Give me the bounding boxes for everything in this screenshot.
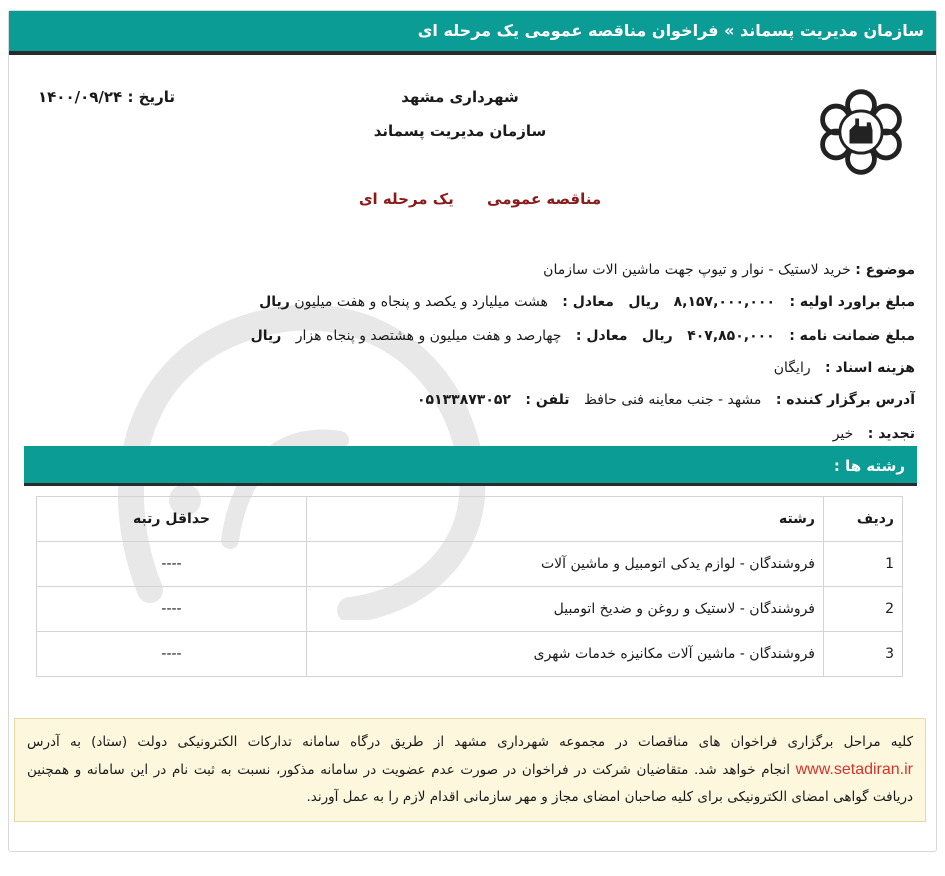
table-header-row [37,497,903,542]
estimate-words-unit: ریال [259,294,290,310]
renewal-value: خیر [832,426,854,442]
subject-label: موضوع : [855,262,915,278]
doc-cost-value: رایگان [773,360,811,376]
guarantee-label: مبلغ ضمانت نامه : [789,328,915,344]
row-number: 3 [824,632,903,677]
estimate-line [259,294,915,310]
org-name: شهرداری مشهد [401,88,519,106]
row-field: فروشندگان - لاستیک و روغن و ضدیخ اتومبیل [307,587,824,632]
fields-section-title: رشته ها : [24,446,917,486]
estimate-unit: ریال [628,294,660,310]
row-number: 2 [824,587,903,632]
guarantee-value: ۴۰۷,۸۵۰,۰۰۰ [687,328,775,344]
estimate-words: هشت میلیارد و یکصد و پنجاه و هفت میلیون [294,294,548,310]
header-row-number: ردیف [824,497,903,542]
table-row [37,587,903,632]
row-rank: ---- [37,542,307,587]
phone-label: تلفن : [525,392,570,408]
address-line [417,392,915,408]
renewal-line [833,426,915,442]
header-field: رشته [307,497,824,542]
address-value: مشهد - جنب معاینه فنی حافظ [584,392,762,408]
row-field: فروشندگان - ماشین آلات مکانیزه خدمات شهری [307,632,824,677]
breadcrumb: سازمان مدیریت پسماند » فراخوان مناقصه عمومی یک مرحله ای [9,11,936,55]
header-min-rank: حداقل رتبه [37,497,307,542]
guarantee-words: چهارصد و هفت میلیون و هشتصد و پنجاه هزار [295,328,562,344]
date [38,88,175,106]
guarantee-line [251,328,915,344]
fields-table [36,496,903,677]
row-rank: ---- [37,632,307,677]
subject-line [543,262,915,278]
subject-value: خرید لاستیک - نوار و تیوپ جهت ماشین الات سازمان [543,262,851,278]
org-subname: سازمان مدیریت پسماند [373,122,547,140]
renewal-label: تجدید : [867,426,915,442]
estimate-label: مبلغ براورد اولیه : [789,294,915,310]
row-rank: ---- [37,587,307,632]
doc-cost-label: هزینه اسناد : [825,360,915,376]
tender-type-stage: یک مرحله ای [358,190,454,208]
guarantee-words-unit: ریال [250,328,282,344]
address-label: آدرس برگزار کننده : [775,392,915,408]
mashhad-municipality-logo-icon [813,84,909,180]
doc-cost-line [774,360,915,376]
tender-type [320,190,640,208]
setad-notice [14,718,926,822]
estimate-value: ۸,۱۵۷,۰۰۰,۰۰۰ [673,294,775,310]
table-row [37,632,903,677]
row-number: 1 [824,542,903,587]
guarantee-unit: ریال [642,328,673,344]
notice-text-2: انجام خواهد شد. متقاضیان شرکت در فراخوان در صورت عدم عضویت در سامانه مذکور، نسبت به ثبت نام در این سامانه و همچنین دریافت گواهی امضای الکترونیکی برای کلیه صاحبان امضای مجاز و مهر سازمانی اقدام لازم را به عمل آورند. [27,762,913,805]
tender-type-general: مناقصه عمومی [487,190,602,208]
guarantee-equiv-label: معادل : [575,328,628,344]
date-label: تاریخ : [127,88,176,106]
table-row [37,542,903,587]
row-field: فروشندگان - لوازم یدکی اتومبیل و ماشین آلات [307,542,824,587]
estimate-equiv-label: معادل : [562,294,614,310]
setad-link[interactable]: www.setadiran.ir [795,761,913,778]
notice-text-1: کلیه مراحل برگزاری فراخوان های مناقصات در مجموعه شهرداری مشهد از طریق درگاه سامانه تدارکات الکترونیکی دولت (ستاد) به آدرس [27,734,913,750]
phone-value: ۰۵۱۳۳۸۷۳۰۵۲ [416,392,511,408]
date-value: ۱۴۰۰/۰۹/۲۴ [38,88,123,106]
